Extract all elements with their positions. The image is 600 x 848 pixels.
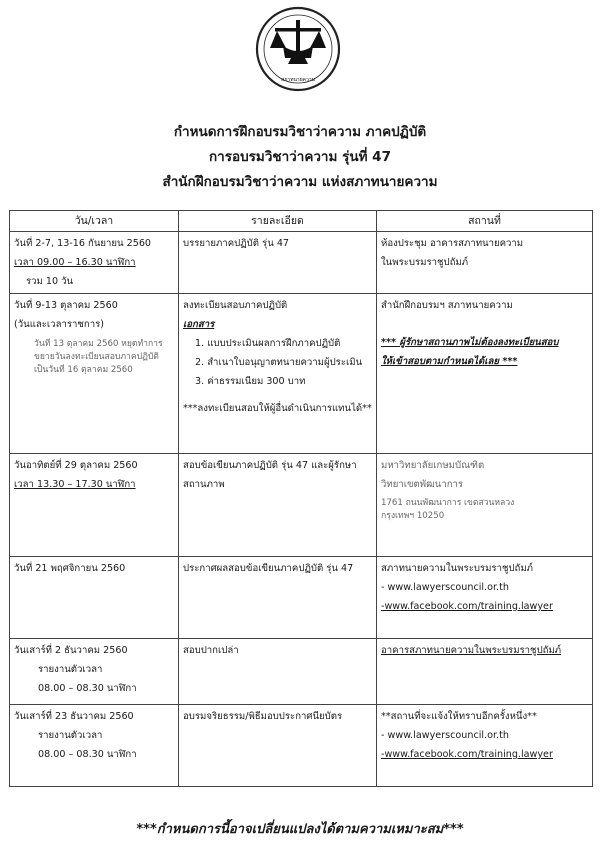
date-cell [10,454,179,557]
date-cell [10,705,179,787]
date-note [14,338,174,377]
table-row [10,294,593,454]
table-header-row [10,211,593,232]
svg-text:สภาทนายความ: สภาทนายความ [281,77,315,83]
header-detail: รายละเอียด [179,211,377,232]
duration-text: รวม 10 วัน [26,276,74,287]
title-line-3: สำนักฝึกอบรมวิชาว่าความ แห่งสภาทนายความ [162,174,438,190]
date-text: วันที่ 2-7, 13-16 กันยายน 2560 [14,238,152,249]
place-address: กรุงเทพฯ 10250 [381,511,445,521]
report-time: 08.00 – 08.30 นาฬิกา [38,749,137,760]
time-text: เวลา 13.30 – 17.30 นาฬิกา [14,479,136,490]
date-note-line: วันที่ 13 ตุลาคม 2560 หยุดทำการ [34,339,163,349]
place-text: สภาทนายความในพระบรมราชูปถัมภ์ [381,563,534,574]
detail-cell [179,639,377,705]
date-cell [10,557,179,639]
footer-disclaimer: ***กำหนดการนี้อาจเปลี่ยนแปลงได้ตามความเหมาะสม*** [136,822,464,837]
place-cell [377,639,593,705]
place-text: **สถานที่จะแจ้งให้ทราบอีกครั้งหนึ่ง** [381,711,537,722]
place-cell [377,454,593,557]
document-item: 3. ค่าธรรมเนียม 300 บาท [195,376,306,387]
date-subtext: (วันและเวลาราชการ) [14,319,104,330]
date-note-line: เป็นวันที่ 16 ตุลาคม 2560 [34,365,133,375]
documents-heading: เอกสาร [183,319,215,330]
schedule-table [9,210,593,787]
detail-text: สอบข้อเขียนภาคปฏิบัติ รุ่น 47 และผู้รักษา [183,460,357,471]
report-time-label: รายงานตัวเวลา [38,730,103,741]
table-row [10,639,593,705]
table-row [10,557,593,639]
report-time: 08.00 – 08.30 นาฬิกา [38,683,137,694]
website-link[interactable]: - www.lawyerscouncil.or.th [381,730,509,741]
detail-text: อบรมจริยธรรม/พิธีมอบประกาศนียบัตร [183,711,343,722]
date-text: วันเสาร์ที่ 23 ธันวาคม 2560 [14,711,134,722]
date-text: วันอาทิตย์ที่ 29 ตุลาคม 2560 [14,460,138,471]
website-link[interactable]: - www.lawyerscouncil.or.th [381,582,509,593]
place-text: วิทยาเขตพัฒนาการ [381,479,464,490]
detail-text: บรรยายภาคปฏิบัติ รุ่น 47 [183,238,290,249]
date-cell [10,639,179,705]
date-text: วันเสาร์ที่ 2 ธันวาคม 2560 [14,645,128,656]
detail-text: สถานภาพ [183,479,225,490]
place-text: ห้องประชุม อาคารสภาทนายความ [381,238,524,249]
facebook-link[interactable]: -www.facebook.com/training.lawyer [381,749,553,760]
table-row [10,454,593,557]
place-note: ให้เข้าสอบตามกำหนดได้เลย *** [381,356,518,367]
title-line-2: การอบรมวิชาว่าความ รุ่นที่ 47 [209,149,391,165]
place-text: ในพระบรมราชูปถัมภ์ [381,257,469,268]
place-text: มหาวิทยาลัยเกษมบัณฑิต [381,460,485,471]
table-row [10,705,593,787]
detail-text: ลงทะเบียนสอบภาคปฏิบัติ [183,300,288,311]
header-place: สถานที่ [377,211,593,232]
place-cell [377,557,593,639]
place-cell [377,705,593,787]
place-text: สำนักฝึกอบรมฯ สภาทนายความ [381,300,513,311]
place-text: อาคารสภาทนายความในพระบรมราชูปถัมภ์ [381,645,562,656]
place-address: 1761 ถนนพัฒนาการ เขตสวนหลวง [381,498,515,508]
document-item: 1. แบบประเมินผลการฝึกภาคปฏิบัติ [195,338,341,349]
detail-cell [179,294,377,454]
date-cell [10,232,179,294]
date-note-line: ขยายวันลงทะเบียนสอบภาคปฏิบัติ [34,352,159,362]
table-row [10,232,593,294]
detail-cell [179,232,377,294]
place-cell [377,294,593,454]
detail-cell [179,557,377,639]
report-time-label: รายงานตัวเวลา [38,664,103,675]
title-line-1: กำหนดการฝึกอบรมวิชาว่าความ ภาคปฏิบัติ [173,124,427,140]
place-cell [377,232,593,294]
detail-text: สอบปากเปล่า [183,645,239,656]
detail-cell [179,454,377,557]
detail-text: ประกาศผลสอบข้อเขียนภาคปฏิบัติ รุ่น 47 [183,563,354,574]
header-date-time: วัน/เวลา [10,211,179,232]
time-text: เวลา 09.00 – 16.30 นาฬิกา [14,257,136,268]
facebook-link[interactable]: -www.facebook.com/training.lawyer [381,601,553,612]
lawyers-council-seal-logo [255,6,341,92]
document-title [0,120,600,195]
date-text: วันที่ 9-13 ตุลาคม 2560 [14,300,118,311]
detail-note: ***ลงทะเบียนสอบให้ผู้อื่นดำเนินการแทนได้** [183,403,372,414]
detail-cell [179,705,377,787]
place-note: *** ผู้รักษาสถานภาพไม่ต้องลงทะเบียนสอบ [381,337,559,348]
date-text: วันที่ 21 พฤศจิกายน 2560 [14,563,126,574]
document-item: 2. สำเนาใบอนุญาตทนายความผู้ประเมิน [195,357,363,368]
date-cell [10,294,179,454]
